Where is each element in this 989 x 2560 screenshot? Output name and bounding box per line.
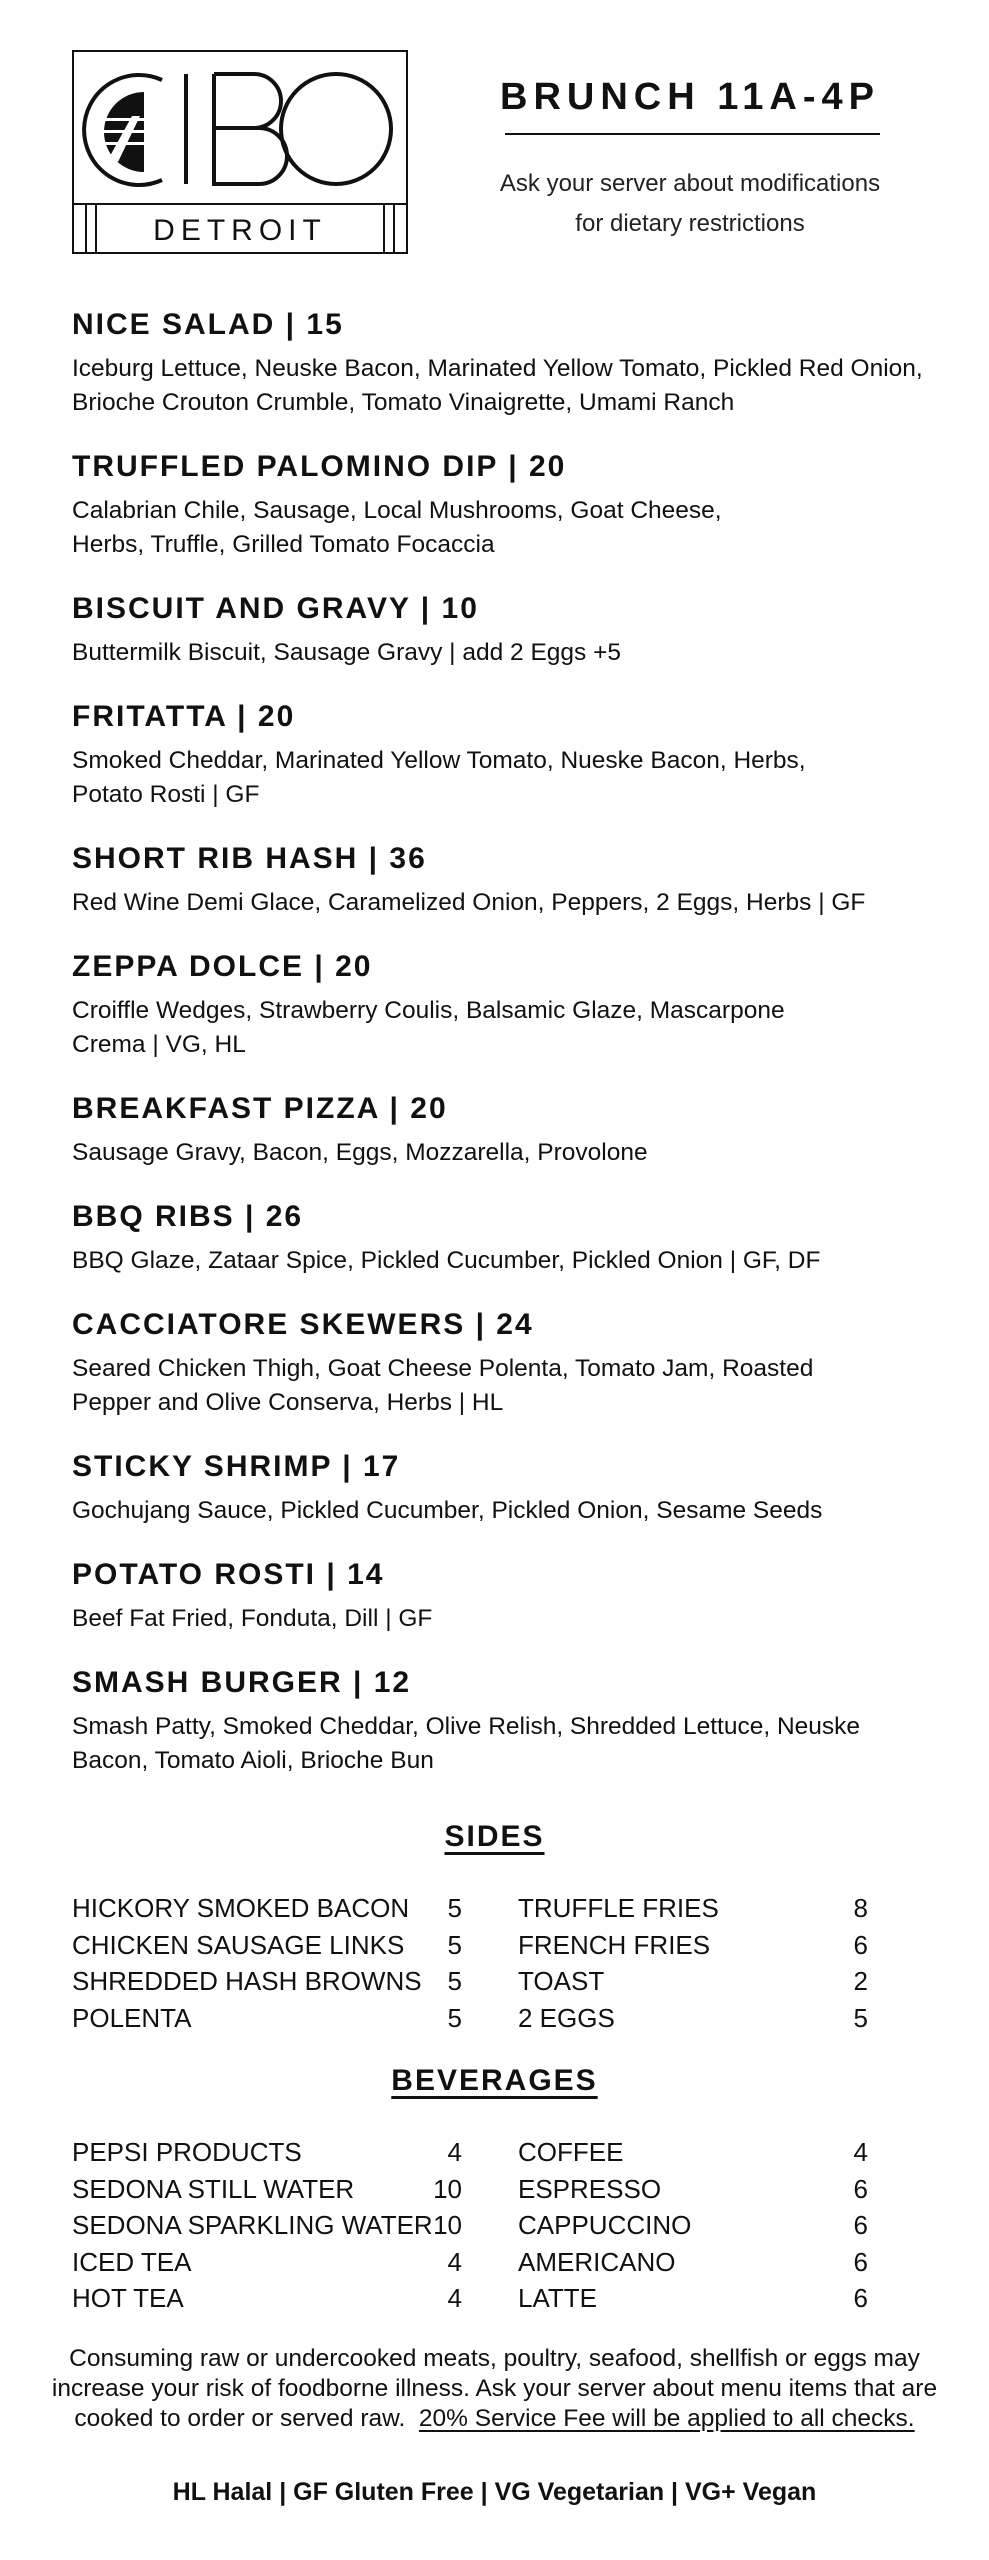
beverage-name: LATTE xyxy=(518,2283,597,2313)
menu-item-description: Croiffle Wedges, Strawberry Coulis, Balsamic Glaze, Mascarpone Crema | VG, HL xyxy=(72,997,785,1058)
beverage-name: ESPRESSO xyxy=(518,2173,662,2204)
side-name: 2 EGGS xyxy=(518,2002,615,2033)
side-price: 5 xyxy=(447,1929,462,1960)
beverage-row xyxy=(72,2244,462,2281)
service-fee-note: 20% Service Fee will be applied to all checks. xyxy=(418,2405,915,2432)
menu-item-description: Beef Fat Fried, Fonduta, Dill | GF xyxy=(72,1605,433,1632)
menu-item-name: BBQ RIBS | 26 xyxy=(72,1200,304,1233)
side-name: POLENTA xyxy=(72,2002,192,2033)
beverage-name: COFFEE xyxy=(518,2137,624,2167)
beverage-row xyxy=(518,2207,868,2244)
beverages-right-column xyxy=(518,2134,868,2317)
menu-item xyxy=(72,842,932,920)
menu-item-description: Red Wine Demi Glace, Caramelized Onion, Peppers, 2 Eggs, Herbs | GF xyxy=(72,889,866,916)
menu-item xyxy=(72,308,932,420)
menu-item-description: Buttermilk Biscuit, Sausage Gravy | add 2 Eggs +5 xyxy=(72,639,622,666)
beverage-row xyxy=(72,2280,462,2317)
beverage-row xyxy=(518,2244,868,2281)
side-name: HICKORY SMOKED BACON xyxy=(72,1893,410,1923)
side-price: 8 xyxy=(853,1893,868,1923)
menu-item-description: BBQ Glaze, Zataar Spice, Pickled Cucumber, Pickled Onion | GF, DF xyxy=(72,1247,821,1274)
disclaimer-line-3 xyxy=(30,2404,959,2434)
beverage-price: 6 xyxy=(853,2283,868,2313)
menu-item-description: Sausage Gravy, Bacon, Eggs, Mozzarella, Provolone xyxy=(72,1139,648,1166)
disclaimer-line-1: Consuming raw or undercooked meats, poultry, seafood, shellfish or eggs may xyxy=(69,2345,920,2372)
title-divider xyxy=(505,133,880,135)
beverage-price: 6 xyxy=(853,2246,868,2277)
menu-item xyxy=(72,700,932,812)
cibo-detroit-logo xyxy=(72,50,408,254)
menu-title: BRUNCH 11A-4P xyxy=(500,76,880,118)
beverage-row xyxy=(518,2134,868,2171)
side-name: CHICKEN SAUSAGE LINKS xyxy=(72,1929,405,1960)
beverage-name: CAPPUCCINO xyxy=(518,2210,692,2240)
disclaimer-line-2: increase your risk of foodborne illness. Ask your server about menu items that are xyxy=(51,2375,938,2402)
beverage-name: AMERICANO xyxy=(518,2246,676,2277)
beverage-name: PEPSI PRODUCTS xyxy=(72,2137,302,2167)
beverage-price: 4 xyxy=(853,2137,868,2167)
dietary-note-line-1: Ask your server about modifications xyxy=(499,170,881,197)
side-price: 5 xyxy=(853,2002,868,2033)
beverage-name: SEDONA SPARKLING WATER xyxy=(72,2210,433,2240)
beverages-heading-text: BEVERAGES xyxy=(391,2064,598,2097)
beverage-name: SEDONA STILL WATER xyxy=(72,2173,355,2204)
side-price: 2 xyxy=(853,1966,868,1996)
menu-item-name: BREAKFAST PIZZA | 20 xyxy=(72,1092,448,1125)
beverage-price: 10 xyxy=(433,2210,462,2240)
side-row xyxy=(72,1890,462,1927)
menu-item xyxy=(72,1558,932,1636)
beverage-price: 4 xyxy=(447,2283,462,2313)
side-name: TRUFFLE FRIES xyxy=(518,1893,719,1923)
beverage-row xyxy=(518,2280,868,2317)
beverage-price: 4 xyxy=(447,2137,462,2167)
beverage-name: ICED TEA xyxy=(72,2246,192,2277)
beverages-left-column xyxy=(72,2134,462,2317)
side-row xyxy=(72,1963,462,2000)
sides-heading xyxy=(0,1820,989,1854)
menu-item-description: Seared Chicken Thigh, Goat Cheese Polenta, Tomato Jam, Roasted Pepper and Olive Conserva, Herbs | HL xyxy=(72,1355,814,1416)
side-price: 5 xyxy=(447,2002,462,2033)
beverage-row xyxy=(518,2171,868,2208)
side-name: FRENCH FRIES xyxy=(518,1929,711,1960)
side-row xyxy=(72,2000,462,2037)
beverage-price: 6 xyxy=(853,2173,868,2204)
side-row xyxy=(518,1963,868,2000)
logo-city-text: DETROIT xyxy=(153,214,327,247)
menu-item-description: Calabrian Chile, Sausage, Local Mushrooms, Goat Cheese, Herbs, Truffle, Grilled Tomato Focaccia xyxy=(72,497,722,558)
menu-item-name: STICKY SHRIMP | 17 xyxy=(72,1450,401,1483)
disclaimer-line-3-text: cooked to order or served raw. xyxy=(74,2405,406,2432)
beverages-heading xyxy=(0,2064,989,2098)
beverage-row xyxy=(72,2207,462,2244)
side-row xyxy=(518,1890,868,1927)
dietary-legend: HL Halal | GF Gluten Free | VG Vegetarian | VG+ Vegan xyxy=(172,2478,817,2506)
menu-item xyxy=(72,1200,932,1278)
menu-item xyxy=(72,450,932,562)
dietary-note xyxy=(470,164,910,244)
side-name: TOAST xyxy=(518,1966,605,1996)
menu-item-name: SMASH BURGER | 12 xyxy=(72,1666,412,1699)
beverage-price: 10 xyxy=(433,2173,462,2204)
side-row xyxy=(518,1927,868,1964)
menu-item-description: Iceburg Lettuce, Neuske Bacon, Marinated Yellow Tomato, Pickled Red Onion, Brioche Crouton Crumble, Tomato Vinaigrette, Umami Ranch xyxy=(72,355,923,416)
beverage-price: 6 xyxy=(853,2210,868,2240)
menu-item-name: BISCUIT AND GRAVY | 10 xyxy=(72,592,479,625)
menu-item xyxy=(72,1666,932,1778)
menu-item-description: Smash Patty, Smoked Cheddar, Olive Relish, Shredded Lettuce, Neuske Bacon, Tomato Aioli, Brioche Bun xyxy=(72,1713,861,1774)
menu-item-name: NICE SALAD | 15 xyxy=(72,308,344,341)
food-safety-disclaimer xyxy=(30,2344,959,2434)
side-price: 5 xyxy=(447,1893,462,1923)
beverage-row xyxy=(72,2134,462,2171)
side-name: SHREDDED HASH BROWNS xyxy=(72,1966,422,1996)
side-row xyxy=(72,1927,462,1964)
side-row xyxy=(518,2000,868,2037)
menu-item-name: SHORT RIB HASH | 36 xyxy=(72,842,427,875)
menu-item xyxy=(72,1308,932,1420)
menu-item-description: Gochujang Sauce, Pickled Cucumber, Pickled Onion, Sesame Seeds xyxy=(72,1497,823,1524)
beverage-name: HOT TEA xyxy=(72,2283,184,2313)
logo-mark xyxy=(74,52,406,252)
menu-item-name: CACCIATORE SKEWERS | 24 xyxy=(72,1308,534,1341)
menu-item-name: ZEPPA DOLCE | 20 xyxy=(72,950,373,983)
menu-item-name: TRUFFLED PALOMINO DIP | 20 xyxy=(72,450,567,483)
menu-item-name: POTATO ROSTI | 14 xyxy=(72,1558,385,1591)
dietary-note-line-2: for dietary restrictions xyxy=(575,210,805,237)
sides-left-column xyxy=(72,1890,462,2036)
menu-item-description: Smoked Cheddar, Marinated Yellow Tomato, Nueske Bacon, Herbs, Potato Rosti | GF xyxy=(72,747,806,808)
menu-item xyxy=(72,950,932,1062)
menu-item xyxy=(72,592,932,670)
menu-item-name: FRITATTA | 20 xyxy=(72,700,296,733)
sides-heading-text: SIDES xyxy=(444,1820,545,1853)
menu-item xyxy=(72,1092,932,1170)
beverage-price: 4 xyxy=(447,2246,462,2277)
sides-right-column xyxy=(518,1890,868,2036)
menu-item xyxy=(72,1450,932,1528)
side-price: 5 xyxy=(447,1966,462,1996)
side-price: 6 xyxy=(853,1929,868,1960)
beverage-row xyxy=(72,2171,462,2208)
